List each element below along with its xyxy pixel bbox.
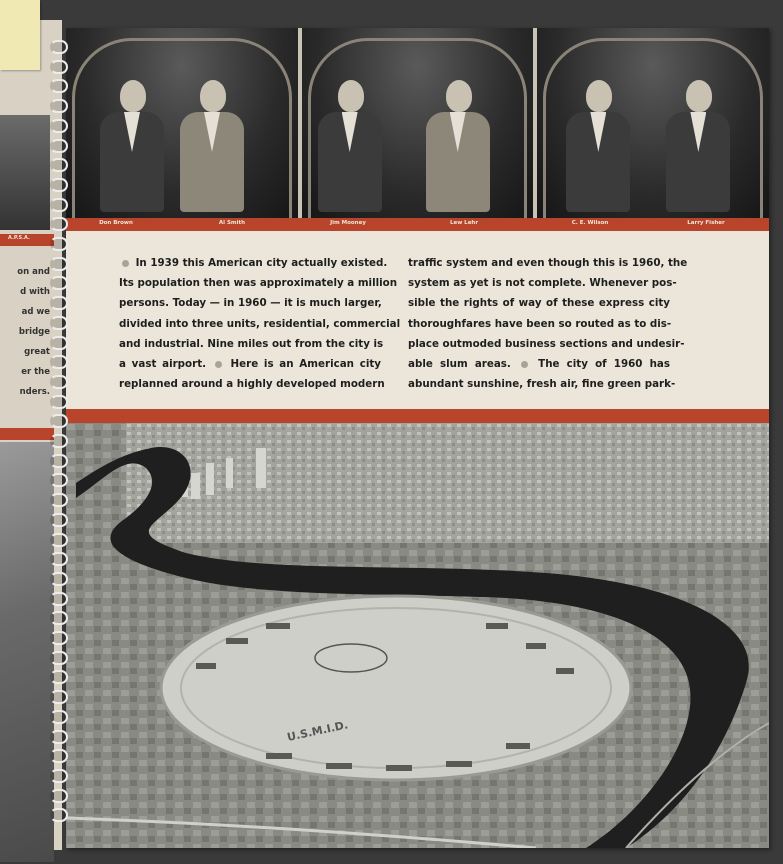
- spiral-ring: [50, 375, 68, 389]
- text-line: [408, 354, 670, 374]
- arch-panel: [302, 28, 538, 218]
- red-divider-band: [66, 409, 769, 423]
- person-figure: [314, 62, 386, 212]
- text-line-content: a vast airport.: [119, 358, 207, 371]
- spiral-ring: [50, 237, 68, 251]
- arch-panel: [537, 28, 769, 218]
- airport-marking: U.S.M.I.D.: [285, 718, 350, 744]
- spiral-ring: [50, 119, 68, 133]
- person-figure: [662, 62, 734, 212]
- text-line: persons. Today — in 1960 — it is much larger,: [119, 297, 382, 310]
- text-line: abundant sunshine, fresh air, fine green park-: [408, 378, 676, 391]
- text-line: [119, 253, 388, 273]
- text-line: divided into three units, residential, commercial: [119, 317, 401, 330]
- previous-page-red-band-lower: [0, 428, 54, 440]
- text-line: place outmoded business sections and undesir-: [408, 337, 685, 350]
- airport-field: [161, 596, 631, 780]
- text-column-right: [408, 253, 688, 394]
- spiral-ring: [50, 198, 68, 212]
- spiral-ring: [50, 631, 68, 645]
- previous-page-label: A.P.S.A.: [8, 235, 30, 241]
- person-figure: [96, 62, 168, 212]
- spiral-ring: [50, 395, 68, 409]
- text-line-content: In 1939 this American city actually existed.: [135, 257, 388, 269]
- bullet-icon: [122, 260, 129, 267]
- spiral-ring: [50, 749, 68, 763]
- spiral-ring: [50, 178, 68, 192]
- spiral-ring: [50, 769, 68, 783]
- spiral-ring: [50, 592, 68, 606]
- person-figure: [562, 62, 634, 212]
- spiral-ring: [50, 414, 68, 428]
- bullet-icon: [521, 361, 528, 368]
- previous-page-line: d with: [20, 287, 50, 297]
- names-caption-bar: [66, 218, 769, 231]
- spiral-ring: [50, 355, 68, 369]
- text-line-content: Here is an American city: [230, 358, 381, 371]
- spiral-ring: [50, 651, 68, 665]
- text-line: system as yet is not complete. Whenever pos-: [408, 277, 677, 290]
- person-figure: [422, 62, 494, 212]
- spiral-ring: [50, 139, 68, 153]
- aerial-illustration: [66, 423, 769, 848]
- text-column-left: [119, 253, 401, 394]
- spiral-ring: [50, 473, 68, 487]
- book-page: [66, 28, 769, 848]
- text-line: replanned around a highly developed modern: [119, 378, 385, 391]
- previous-page-red-band: [0, 234, 54, 246]
- spiral-ring: [50, 493, 68, 507]
- caption-name: Larry Fisher: [687, 220, 725, 226]
- caption-name: Don Brown: [99, 220, 133, 226]
- previous-page-aerial-photo: [0, 442, 54, 862]
- spiral-ring: [50, 316, 68, 330]
- spiral-ring: [50, 513, 68, 527]
- text-line-content: able slum areas.: [408, 358, 511, 371]
- spiral-ring: [50, 296, 68, 310]
- body-text-area: [66, 231, 769, 409]
- spiral-ring: [50, 257, 68, 271]
- spiral-ring: [50, 808, 68, 822]
- caption-name: Jim Mooney: [330, 220, 366, 226]
- spiral-ring: [50, 60, 68, 74]
- caption-name: C. E. Wilson: [571, 220, 609, 226]
- previous-page-line: er the: [21, 367, 50, 377]
- spiral-ring: [50, 217, 68, 231]
- previous-page-line: bridge: [18, 327, 50, 337]
- spiral-ring: [50, 533, 68, 547]
- spiral-ring: [50, 690, 68, 704]
- caption-name: Lew Lehr: [449, 220, 479, 226]
- text-line: sible the rights of way of these express city: [408, 297, 670, 310]
- spiral-ring: [50, 552, 68, 566]
- spiral-ring: [50, 670, 68, 684]
- spiral-ring: [50, 611, 68, 625]
- spiral-ring: [50, 40, 68, 54]
- aerial-city-photo: [66, 423, 769, 848]
- previous-page-line: on and: [17, 267, 50, 277]
- sticky-note: [0, 0, 40, 70]
- spiral-ring: [50, 99, 68, 113]
- previous-page-photo: [0, 115, 50, 230]
- text-line: and industrial. Nine miles out from the city is: [119, 337, 384, 350]
- text-line: Its population then was approximately a million: [119, 277, 398, 290]
- spiral-ring: [50, 572, 68, 586]
- spiral-ring: [50, 730, 68, 744]
- previous-page-line: ad we: [21, 307, 50, 317]
- spiral-ring: [50, 434, 68, 448]
- previous-page-line: great: [24, 347, 50, 357]
- spiral-ring: [50, 710, 68, 724]
- spiral-ring: [50, 276, 68, 290]
- text-line-content: The city of 1960 has: [538, 358, 670, 371]
- spiral-binding: [50, 40, 68, 830]
- spiral-ring: [50, 336, 68, 350]
- caption-name: Al Smith: [218, 220, 246, 226]
- previous-page-line: nders.: [19, 387, 50, 397]
- bullet-icon: [215, 361, 222, 368]
- spiral-ring: [50, 158, 68, 172]
- spiral-ring: [50, 79, 68, 93]
- spiral-ring: [50, 789, 68, 803]
- previous-page-text: [0, 262, 50, 402]
- text-line: [119, 354, 381, 374]
- text-line: thoroughfares have been so routed as to dis-: [408, 317, 672, 330]
- arch-panel: [66, 28, 302, 218]
- spiral-ring: [50, 454, 68, 468]
- portrait-photo-strip: [66, 28, 769, 218]
- text-line: traffic system and even though this is 1960, the: [408, 257, 688, 269]
- person-figure: [176, 62, 248, 212]
